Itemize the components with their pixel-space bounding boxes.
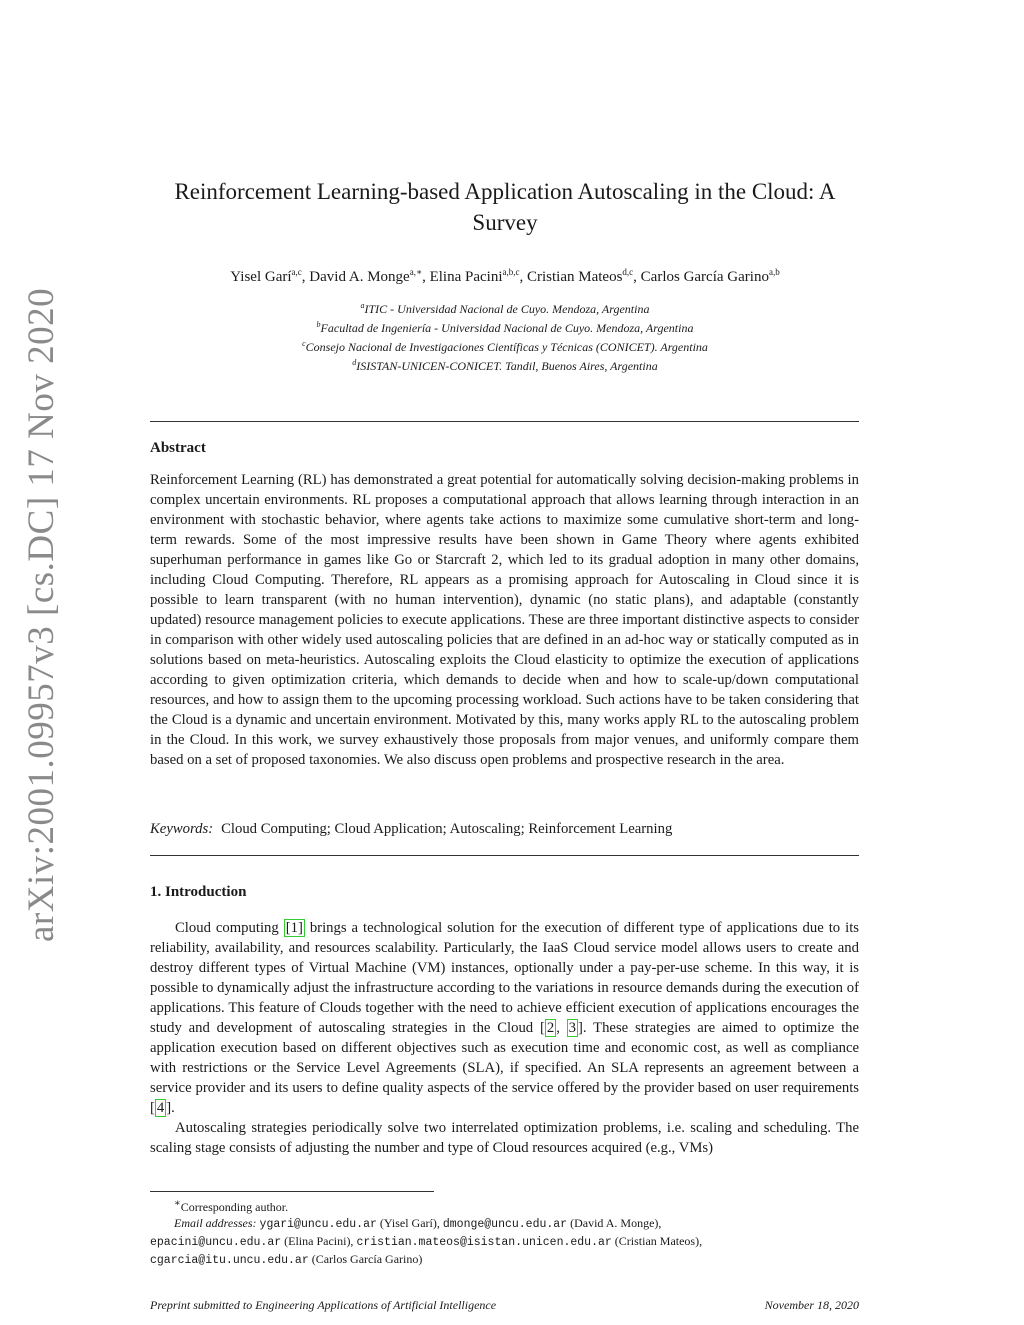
keywords-text: Cloud Computing; Cloud Application; Autoscaling; Reinforcement Learning	[221, 821, 673, 837]
corresponding-author-note: ∗Corresponding author.	[174, 1198, 289, 1214]
footer-journal: Preprint submitted to Engineering Applications of Artificial Intelligence	[150, 1298, 497, 1312]
author-affiliation-marks: a,c	[291, 267, 302, 277]
paragraph: Cloud computing [1] brings a technological solution for the execution of different type of applications due to its reliability, availability, and resources scalability. Particularly, the IaaS Cloud service model allows users to create and destroy different types of Virtual Machine (VM) instances, optionally under a pay-per-use scheme. In this way, it is possible to dynamically adjust the infrastructure according to the variations in resource demands during the execution of applications. This feature of Clouds together with the need to achieve efficient execution of applications encourages the study and development of autoscaling strategies in the Cloud [ 2 , 3 ]. These strategies are aimed to optimize the application execution based on different objectives such as execution time and economic cost, as well as compliance with restrictions or the Service Level Agreements (SLA), if specified. An SLA represents an agreement between a service provider and its users to define quality aspects of the service offered by the provider based on user requirements [ 4 ].	[150, 920, 860, 1116]
section-heading: 1. Introduction	[150, 884, 247, 900]
abstract-bottom-rule	[150, 855, 859, 856]
email-addresses-cont: cgarcia@itu.uncu.edu.ar (Carlos García Garino)	[150, 1252, 423, 1267]
keywords-label: Keywords:	[150, 821, 214, 837]
email-addresses: Email addresses: ygari@uncu.edu.ar (Yisel Garí), dmonge@uncu.edu.ar (David A. Monge),	[174, 1216, 662, 1231]
citation-link[interactable]: 4	[156, 1100, 165, 1116]
author[interactable]: David A. Monge$^{a,∗}$	[309, 267, 423, 285]
email-link[interactable]: cgarcia@itu.uncu.edu.ar	[150, 1254, 309, 1267]
citation-link[interactable]: 3	[568, 1020, 577, 1036]
author[interactable]: Cristian Mateos$^{d,c}$	[527, 267, 634, 285]
affiliation: $^b$Facultad de Ingeniería - Universidad Nacional de Cuyo. Mendoza, Argentina	[316, 320, 694, 335]
arxiv-identifier: arXiv:2001.09957v3 [cs.DC] 17 Nov 2020	[21, 287, 62, 942]
page-footer	[150, 1298, 859, 1313]
paper-title: Reinforcement Learning-based Application Autoscaling in the Cloud: A Survey	[174, 179, 836, 235]
abstract-top-rule	[150, 421, 859, 422]
footnote-rule	[150, 1191, 434, 1192]
affiliation: $^d$ISISTAN-UNICEN-CONICET. Tandil, Buenos Aires, Argentina	[352, 358, 658, 373]
keywords	[150, 821, 859, 838]
author-affiliation-marks: a,∗	[409, 267, 423, 277]
affiliation: $^a$ITIC - Universidad Nacional de Cuyo. Mendoza, Argentina	[360, 301, 650, 316]
footer-date: November 18, 2020	[764, 1298, 859, 1312]
author[interactable]: Carlos García Garino$^{a,b}$	[640, 267, 780, 285]
author-affiliation-marks: a,b,c	[502, 267, 520, 277]
author-list: Yisel Garí$^{a,c}$, David A. Monge$^{a,∗}$, Elina Pacini$^{a,b,c}$, Cristian Mateos$^{d,c}$, Carlos García Garino$^{a,b}$	[230, 267, 780, 285]
email-link[interactable]: cristian.mateos@isistan.unicen.edu.ar	[356, 1236, 612, 1249]
affiliation: $^c$Consejo Nacional de Investigaciones Científicas y Técnicas (CONICET). Argentina	[302, 339, 708, 354]
introduction-body	[150, 918, 859, 1158]
author-affiliation-marks: d,c	[622, 267, 634, 277]
affiliation-list	[150, 298, 860, 374]
paragraph: Autoscaling strategies periodically solve two interrelated optimization problems, i.e. scaling and scheduling. The scaling stage consists of adjusting the number and type of Cloud resources acquired (e.g., VMs)	[150, 1120, 859, 1156]
email-link[interactable]: dmonge@uncu.edu.ar	[442, 1218, 568, 1231]
citation-link[interactable]: 2	[546, 1020, 555, 1036]
citation-link[interactable]: [1]	[285, 920, 303, 936]
author[interactable]: Yisel Garí$^{a,c}$	[230, 267, 302, 285]
abstract-heading: Abstract	[150, 440, 206, 456]
author[interactable]: Elina Pacini$^{a,b,c}$	[429, 267, 520, 285]
email-addresses-cont: epacini@uncu.edu.ar (Elina Pacini), cristian.mateos@isistan.unicen.edu.ar (Cristian Mateos),	[150, 1234, 703, 1249]
email-link[interactable]: epacini@uncu.edu.ar	[150, 1236, 282, 1249]
author-affiliation-marks: a,b	[768, 267, 780, 277]
footnote	[150, 1196, 859, 1269]
email-link[interactable]: ygari@uncu.edu.ar	[259, 1218, 377, 1231]
abstract-body: Reinforcement Learning (RL) has demonstrated a great potential for automatically solving decision-making problems in complex uncertain environments. RL proposes a computational approach that allows learning through interaction in an environment with stochastic behavior, where agents take actions to maximize some cumulative short-term and long-term rewards. Some of the most impressive results have been shown in Game Theory where agents exhibited superhuman performance in games like Go or Starcraft 2, which led to its gradual adoption in many other domains, including Cloud Computing. Therefore, RL appears as a promising approach for Autoscaling in Cloud since it is possible to learn transparent (with no human intervention), dynamic (no static plans), and adaptable (constantly updated) resource management policies to execute applications. These are three important distinctive aspects to consider in comparison with other widely used autoscaling policies that are defined in an ad-hoc way or statically computed as in solutions based on meta-heuristics. Autoscaling exploits the Cloud elasticity to optimize the execution of applications according to given optimization criteria, which demands to decide when and how to scale-up/down computational resources, and how to assign them to the upcoming processing workload. Such actions have to be taken considering that the Cloud is a dynamic and uncertain environment. Motivated by this, many works apply RL to the autoscaling problem in the Cloud. In this work, we survey exhaustively those proposals from major venues, and uniformly compare them based on a set of proposed taxonomies. We also discuss open problems and prospective research in the area.	[150, 472, 859, 768]
